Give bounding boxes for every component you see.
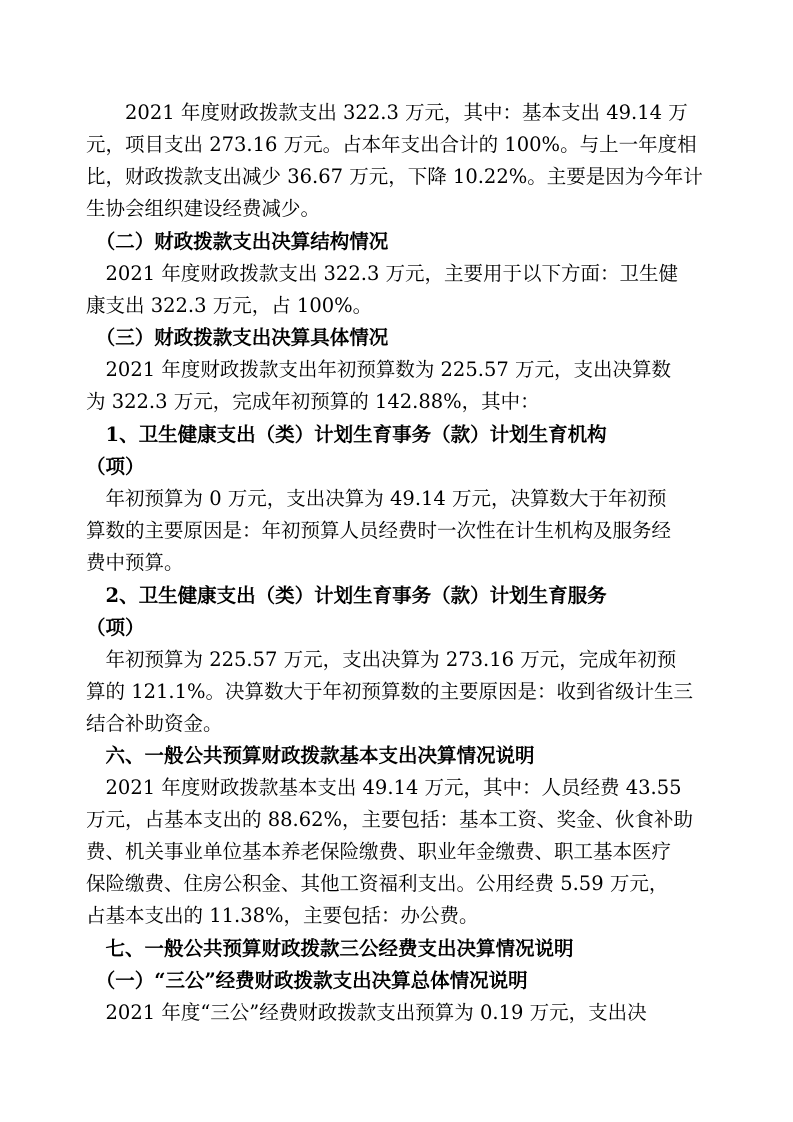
paragraph-line: 结合补助资金。 (86, 712, 223, 735)
section-heading: 七、一般公共预算财政拨款三公经费支出决算情况说明 (86, 937, 574, 960)
section-heading: （二）财政拨款支出决算结构情况 (86, 230, 389, 253)
paragraph-line: 算数的主要原因是：年初预算人员经费时一次性在计生机构及服务经 (86, 519, 672, 542)
paragraph-line: 年初预算为 0 万元，支出决算为 49.14 万元，决算数大于年初预 (86, 487, 667, 510)
paragraph-line: 为 322.3 万元，完成年初预算的 142.88%，其中： (86, 390, 540, 413)
item-heading: 2、卫生健康支出（类）计划生育事务（款）计划生育服务 (86, 584, 607, 607)
paragraph-line: 费中预算。 (86, 551, 184, 574)
paragraph-line: 费、机关事业单位基本养老保险缴费、职业年金缴费、职工基本医疗 (86, 840, 672, 863)
paragraph-line: 占基本支出的 11.38%，主要包括：办公费。 (86, 904, 479, 927)
section-heading: （三）财政拨款支出决算具体情况 (86, 326, 389, 349)
paragraph-line: 2021 年度财政拨款支出年初预算数为 225.57 万元，支出决算数 (86, 358, 671, 381)
paragraph-line: 保险缴费、住房公积金、其他工资福利支出。公用经费 5.59 万元， (86, 872, 669, 895)
paragraph-line: 年初预算为 225.57 万元，支出决算为 273.16 万元，完成年初预 (86, 648, 677, 671)
paragraph-line: 万元，占基本支出的 88.62%，主要包括：基本工资、奖金、伙食补助 (86, 808, 694, 831)
paragraph-line: 算的 121.1%。决算数大于年初预算数的主要原因是：收到省级计生三 (86, 680, 694, 703)
paragraph-line: 生协会组织建设经费减少。 (86, 197, 321, 220)
paragraph-line: 2021 年度财政拨款支出 322.3 万元，主要用于以下方面：卫生健 (86, 262, 679, 285)
paragraph-line: 2021 年度财政拨款基本支出 49.14 万元，其中：人员经费 43.55 (86, 776, 682, 799)
item-heading: （项） (86, 616, 145, 639)
item-heading: （项） (86, 455, 145, 478)
item-heading: 1、卫生健康支出（类）计划生育事务（款）计划生育机构 (86, 423, 607, 446)
paragraph-line: 2021 年度“三公”经费财政拨款支出预算为 0.19 万元，支出决 (86, 1001, 647, 1024)
paragraph-line: 元，项目支出 273.16 万元。占本年支出合计的 100%。与上一年度相 (86, 133, 697, 156)
paragraph-line: 康支出 322.3 万元，占 100%。 (86, 294, 373, 317)
paragraph-line: 2021 年度财政拨款支出 322.3 万元，其中：基本支出 49.14 万 (86, 101, 688, 124)
section-heading: 六、一般公共预算财政拨款基本支出决算情况说明 (86, 744, 535, 767)
section-heading: （一）“三公”经费财政拨款支出决算总体情况说明 (86, 969, 528, 992)
paragraph-line: 比，财政拨款支出减少 36.67 万元，下降 10.22%。主要是因为今年计 (86, 165, 703, 188)
